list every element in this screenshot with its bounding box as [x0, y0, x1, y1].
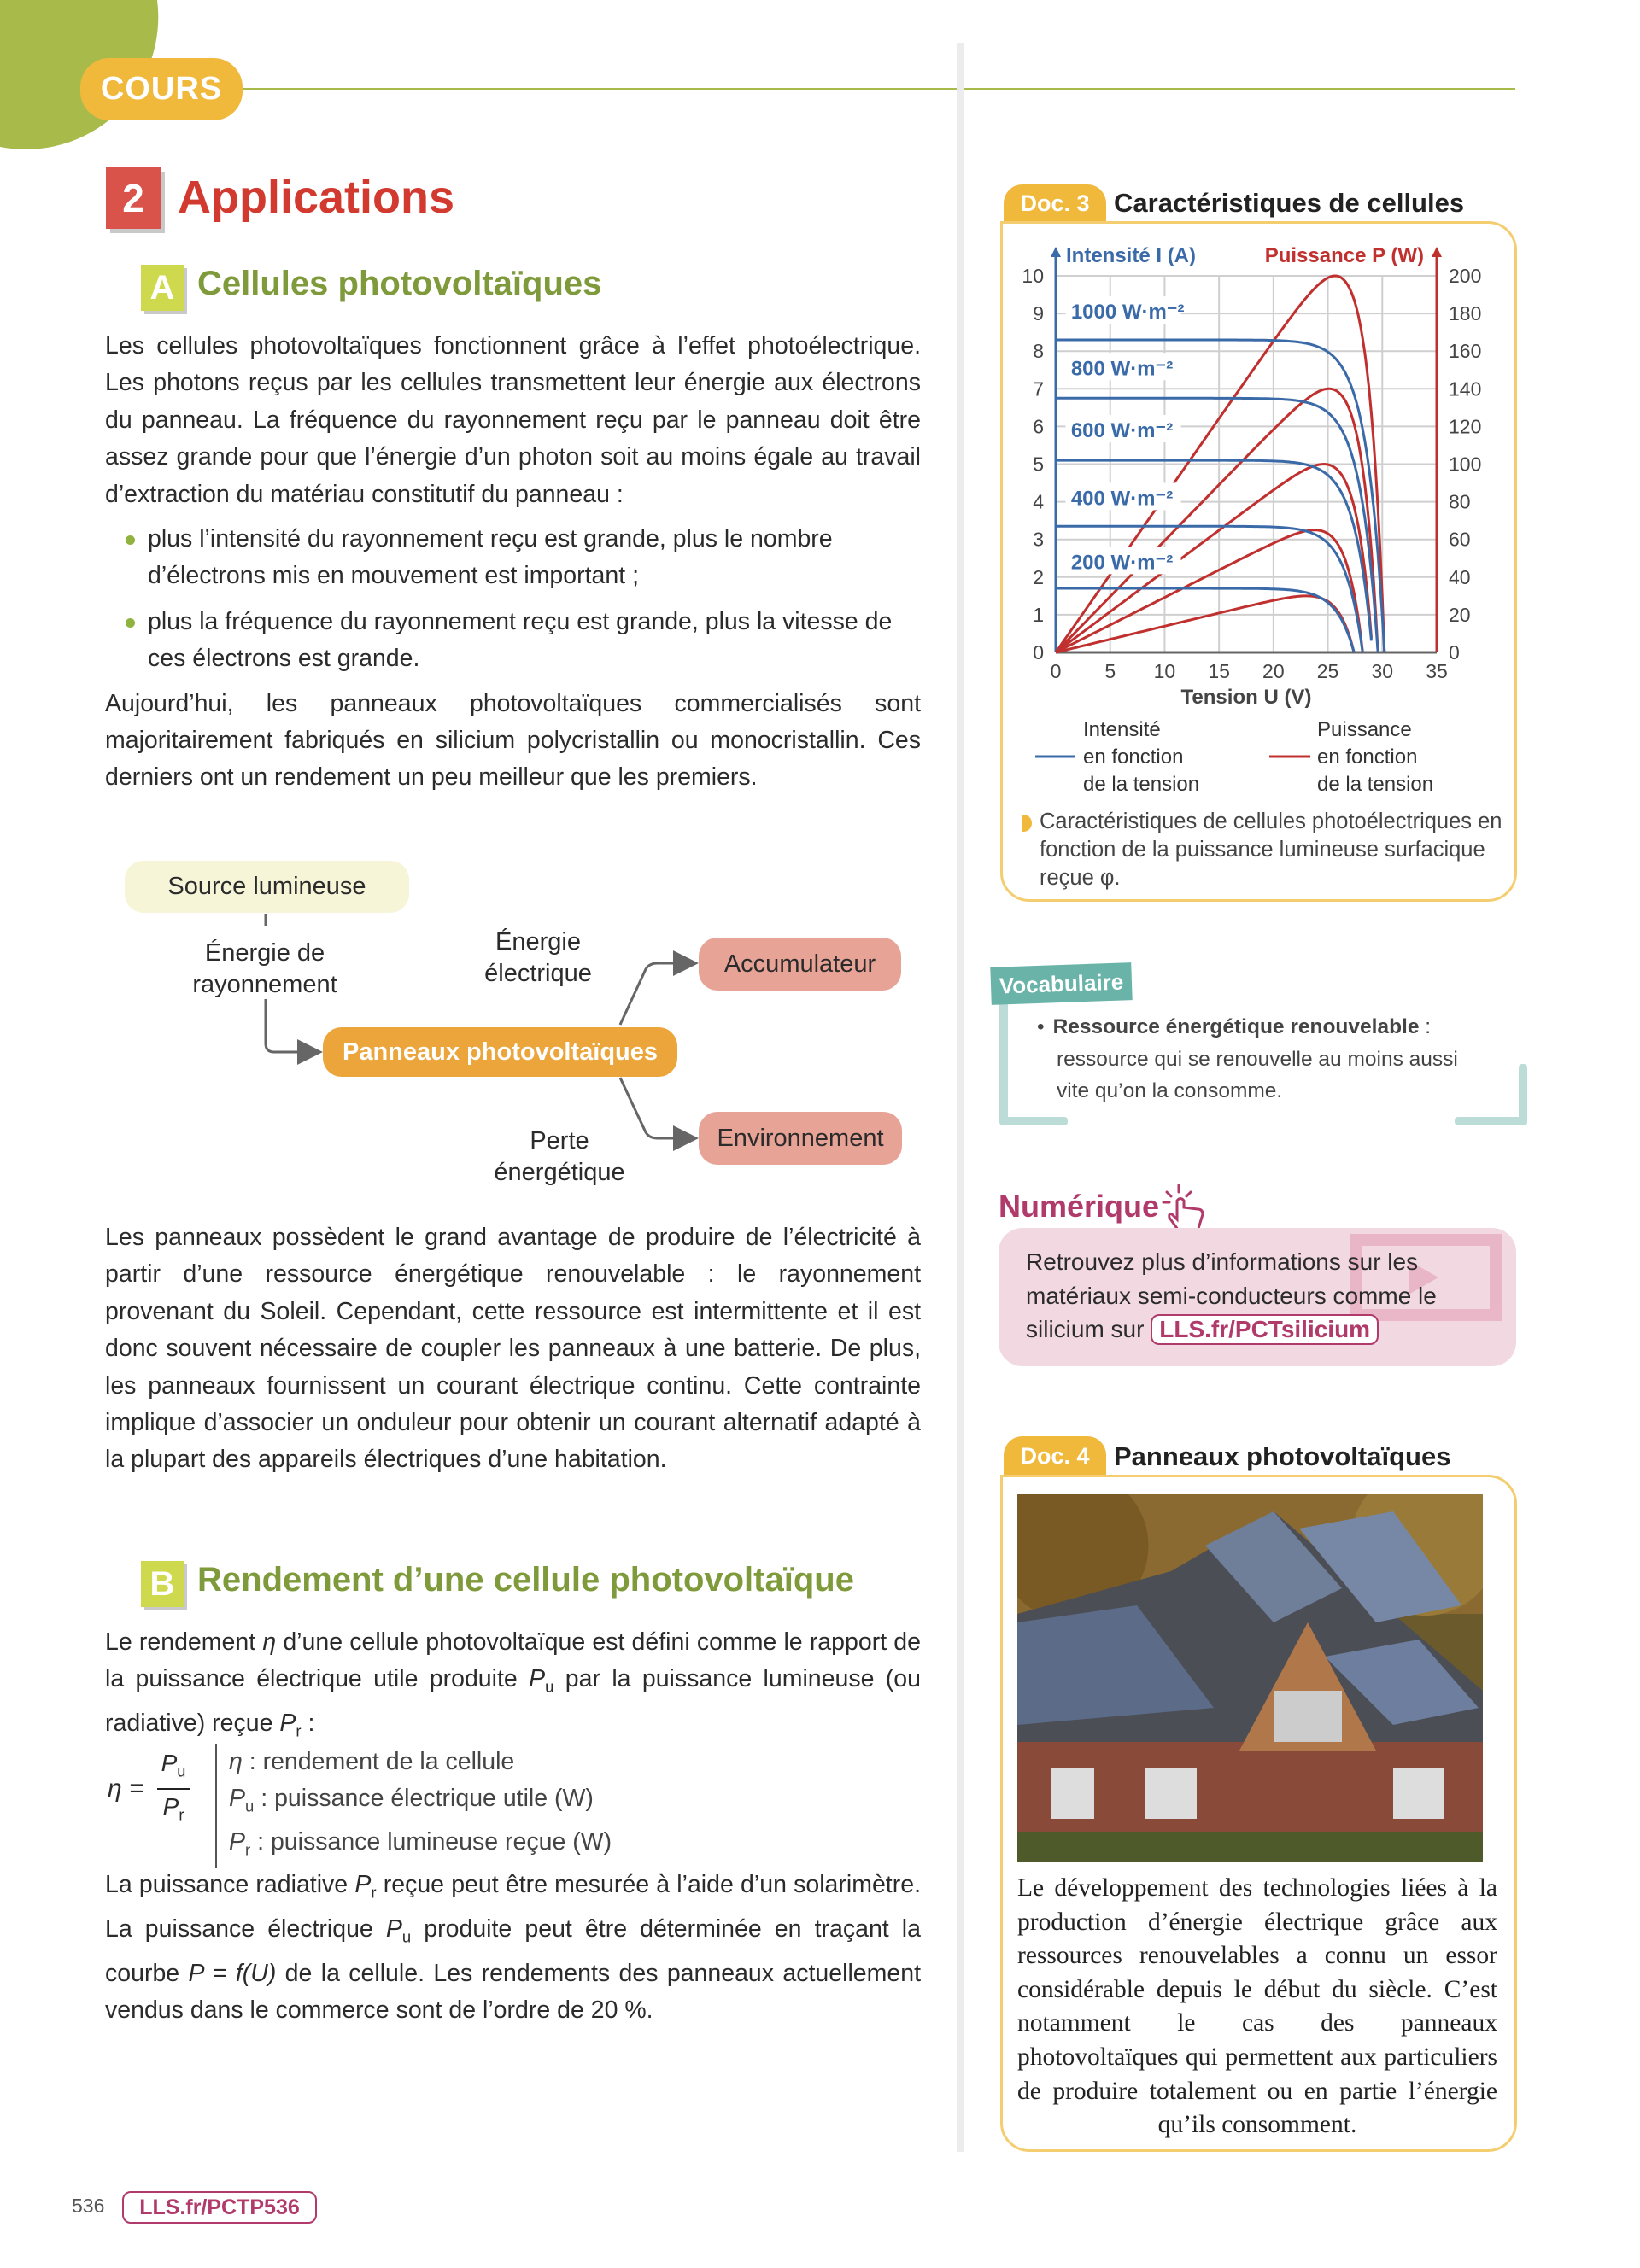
formula-lhs: η = [108, 1774, 144, 1803]
label-perte-energetique [478, 1125, 641, 1189]
doc3-title: Caractéristiques de cellules [1114, 188, 1465, 218]
y-left-tick-label: 7 [1033, 377, 1044, 400]
x-tick-label: 5 [1104, 660, 1116, 682]
y-left-arrow-icon [1051, 247, 1061, 257]
bullet-icon: • [1037, 1015, 1045, 1038]
numerique-text [1026, 1245, 1487, 1347]
t: : [1419, 1015, 1432, 1038]
irradiance-label: 600 W·m⁻² [1070, 419, 1174, 443]
subsection-letter-a: A [141, 265, 184, 311]
numerique-title: Numérique [999, 1189, 1160, 1224]
t: d’une cellule photovoltaïque est défini comme le rapport de la puissance électrique utile produite [105, 1628, 921, 1693]
y-right-label: Puissance P (W) [1264, 244, 1424, 267]
list-item: plus la fréquence du rayonnement reçu est grande, plus la vitesse de ces électrons est grande. [148, 604, 921, 678]
label-line: électrique [484, 960, 592, 987]
y-right-tick-label: 140 [1449, 377, 1482, 400]
bracket-right-foot [1455, 1117, 1527, 1125]
t: La puissance radiative [105, 1871, 355, 1898]
legend-line [229, 1780, 612, 1824]
sym: P [229, 1785, 246, 1812]
numerique-box [999, 1228, 1516, 1366]
sym: P [229, 1828, 246, 1856]
doc3-tab: Doc. 3 [1004, 184, 1106, 223]
paragraph [105, 1867, 921, 2030]
y-left-tick-label: 4 [1033, 490, 1044, 513]
x-tick-label: 35 [1426, 660, 1448, 682]
label-line: Énergie [495, 928, 581, 956]
section-title: Applications [178, 172, 455, 223]
legend-intensity-text: de la tension [1083, 773, 1200, 796]
bracket-left-foot [999, 1117, 1068, 1125]
label-line: rayonnement [192, 971, 337, 998]
t: Retrouvez plus d’informations sur les matériaux semi-conducteurs comme le silicium sur [1026, 1248, 1437, 1342]
x-tick-label: 0 [1050, 660, 1062, 682]
y-right-tick-label: 100 [1449, 453, 1482, 476]
y-right-tick-label: 60 [1449, 528, 1471, 551]
vocabulary-entry [1037, 1011, 1498, 1108]
y-left-tick-label: 8 [1033, 340, 1044, 363]
node-source-lumineuse: Source lumineuse [125, 861, 409, 913]
p-symbol: P [161, 1750, 178, 1776]
y-right-tick-label: 20 [1449, 603, 1471, 626]
subsection-title-b: Rendement d’une cellule photovoltaïque [197, 1561, 854, 1599]
list-item: plus l’intensité du rayonnement reçu est grande, plus le nombre d’électrons mis en mouvement est important ; [148, 521, 921, 595]
power-curve [1056, 596, 1354, 652]
label-line: Énergie de [204, 939, 325, 967]
sub: u [245, 1797, 255, 1815]
y-left-tick-label: 9 [1033, 302, 1044, 325]
sub: r [179, 1806, 184, 1824]
x-tick-label: 30 [1371, 660, 1394, 682]
text-block-b [105, 1624, 921, 1750]
solar-house-photo [1017, 1494, 1483, 1862]
subsection-title-a: Cellules photovoltaïques [197, 265, 602, 302]
t: reçue peut être mesurée à l’aide d’un solarimètre. La puissance électrique [105, 1871, 921, 1943]
paragraph [105, 1624, 921, 1750]
x-tick-label: 25 [1316, 660, 1339, 682]
legend-intensity-text: Intensité [1083, 718, 1161, 741]
y-left-label: Intensité I (A) [1066, 244, 1197, 267]
doc3-caption [1022, 808, 1508, 892]
paragraph: Aujourd’hui, les panneaux photovoltaïques commercialisés sont majoritairement fabriqués en silicium polycristallin ou monocristallin. Ces derniers ont un rendement un peu meilleur que les premiers. [105, 689, 921, 792]
paragraph: Les cellules photovoltaïques fonctionnent grâce à l’effet photoélectrique. Les photons reçus par les cellules transmettent leur énergie aux électrons du panneau. La fréquence du rayonnement reçu par le panneau doit être assez grande pour que l’énergie d’un photon soit au moins égale au travail d’extraction du matériau constitutif du panneau : [105, 332, 921, 508]
t: : puissance lumineuse reçue (W) [250, 1828, 612, 1856]
definition: ressource qui se renouvelle au moins aussi vite qu’on la consomme. [1057, 1047, 1458, 1102]
doc4-title: Panneaux photovoltaïques [1114, 1441, 1451, 1471]
legend-line [229, 1824, 612, 1868]
doc4-tab: Doc. 4 [1004, 1436, 1106, 1476]
t: : rendement de la cellule [242, 1748, 515, 1775]
y-right-tick-label: 180 [1449, 302, 1482, 325]
irradiance-label: 800 W·m⁻² [1070, 357, 1174, 381]
iv-chart [1000, 221, 1517, 819]
text-block-b2 [105, 1867, 921, 2030]
y-left-tick-label: 3 [1033, 528, 1044, 551]
eta-symbol: η [262, 1628, 277, 1656]
caption-marker-icon [1022, 815, 1032, 832]
label-energie-rayonnement [167, 938, 363, 1001]
y-right-tick-label: 160 [1449, 340, 1482, 363]
sub: u [401, 1927, 412, 1946]
doc4-text: Le développement des technologies liées à la production d’énergie électrique grâce aux ressources renouvelables a connu un essor considérable depuis le début du siècle. C’est notamment le cas des panneaux photovoltaïques qui permettent aux particuliers de produire totalement ou en partie l’énergie qu’ils consomment. [1017, 1874, 1497, 2139]
p-symbol: P [354, 1871, 372, 1898]
node-environnement: Environnement [699, 1112, 902, 1165]
y-right-tick-label: 80 [1449, 490, 1471, 513]
label-energie-electrique [466, 926, 611, 990]
label-line: Perte [530, 1127, 589, 1154]
sym: η [229, 1748, 243, 1775]
column-divider [957, 43, 964, 2152]
denominator [157, 1790, 190, 1832]
irradiance-label: 200 W·m⁻² [1070, 551, 1174, 575]
node-accumulateur: Accumulateur [699, 938, 901, 991]
legend-intensity-text: en fonction [1083, 745, 1184, 769]
y-right-tick-label: 120 [1449, 415, 1482, 438]
formula-legend [215, 1744, 612, 1868]
t: de la cellule. Les rendements des panneaux actuellement vendus dans le commerce sont de l’ordre de 20 %. [105, 1959, 921, 2025]
y-right-tick-label: 40 [1449, 565, 1471, 588]
p-symbol: P [529, 1665, 546, 1693]
subsection-letter-b: B [141, 1561, 184, 1607]
y-right-tick-label: 200 [1449, 265, 1482, 287]
sub: r [371, 1883, 377, 1902]
x-tick-label: 15 [1208, 660, 1230, 682]
p-symbol: P [279, 1710, 296, 1738]
label-line: énergétique [494, 1159, 625, 1186]
p-symbol: P [162, 1793, 179, 1821]
legend-power-text: Puissance [1317, 718, 1412, 741]
y-left-tick-label: 2 [1033, 565, 1044, 588]
cours-badge: COURS [80, 58, 243, 120]
legend-power-text: en fonction [1317, 745, 1418, 769]
p-symbol: P [385, 1914, 402, 1943]
numerique-link[interactable]: LLS.fr/PCTsilicium [1151, 1314, 1379, 1345]
section-number: 2 [106, 167, 161, 229]
y-right-arrow-icon [1432, 247, 1442, 257]
t: : [301, 1710, 315, 1738]
node-panneaux: Panneaux photovoltaïques [323, 1027, 677, 1077]
sub: u [545, 1677, 554, 1696]
x-tick-label: 10 [1153, 660, 1176, 682]
sub: r [245, 1840, 251, 1859]
legend-line [229, 1744, 612, 1780]
y-left-tick-label: 5 [1033, 453, 1044, 476]
numerator [157, 1746, 190, 1790]
caption-text: Caractéristiques de cellules photoélectriques en fonction de la puissance lumineuse surfacique reçue φ. [1040, 810, 1502, 890]
y-left-tick-label: 0 [1033, 641, 1044, 663]
x-tick-label: 20 [1262, 660, 1285, 682]
term: Ressource énergétique renouvelable [1052, 1015, 1420, 1038]
irradiance-label: 1000 W·m⁻² [1070, 301, 1185, 324]
y-left-tick-label: 6 [1033, 415, 1044, 438]
irradiance-label: 400 W·m⁻² [1070, 487, 1174, 511]
t: Le rendement [105, 1628, 263, 1656]
t: : puissance électrique utile (W) [254, 1785, 594, 1812]
sub: u [177, 1762, 186, 1780]
page-number: 536 [72, 2195, 105, 2217]
y-right-tick-label: 0 [1449, 641, 1460, 663]
text-block-a2 [105, 1219, 921, 1479]
t: produite peut être déterminée en traçant la courbe [105, 1914, 921, 1987]
equation: P = f(U) [188, 1959, 277, 1987]
bracket-left [999, 999, 1008, 1125]
y-left-tick-label: 1 [1033, 603, 1044, 626]
t: par la puissance lumineuse (ou radiative) reçue [105, 1665, 921, 1738]
x-axis-label: Tension U (V) [1180, 686, 1312, 709]
sub: r [296, 1721, 302, 1740]
vocabulary-tab: Vocabulaire [990, 962, 1132, 1005]
page-link[interactable]: LLS.fr/PCTP536 [122, 2191, 317, 2224]
formula-fraction [157, 1746, 190, 1833]
paragraph: Les panneaux possèdent le grand avantage de produire de l’électricité à partir d’une ressource énergétique renouvelable : le rayonnement provenant du Soleil. Cependant, cette ressource est intermittente et il est donc souvent nécessaire de coupler les panneaux à une batterie. De plus, les panneaux fournissent un courant électrique continu. Cette contrainte implique d’associer un onduleur pour obtenir un courant alternatif adapté à la plupart des appareils électriques d’une habitation. [105, 1224, 921, 1474]
legend-power-text: de la tension [1317, 773, 1434, 796]
y-left-tick-label: 10 [1022, 265, 1044, 287]
